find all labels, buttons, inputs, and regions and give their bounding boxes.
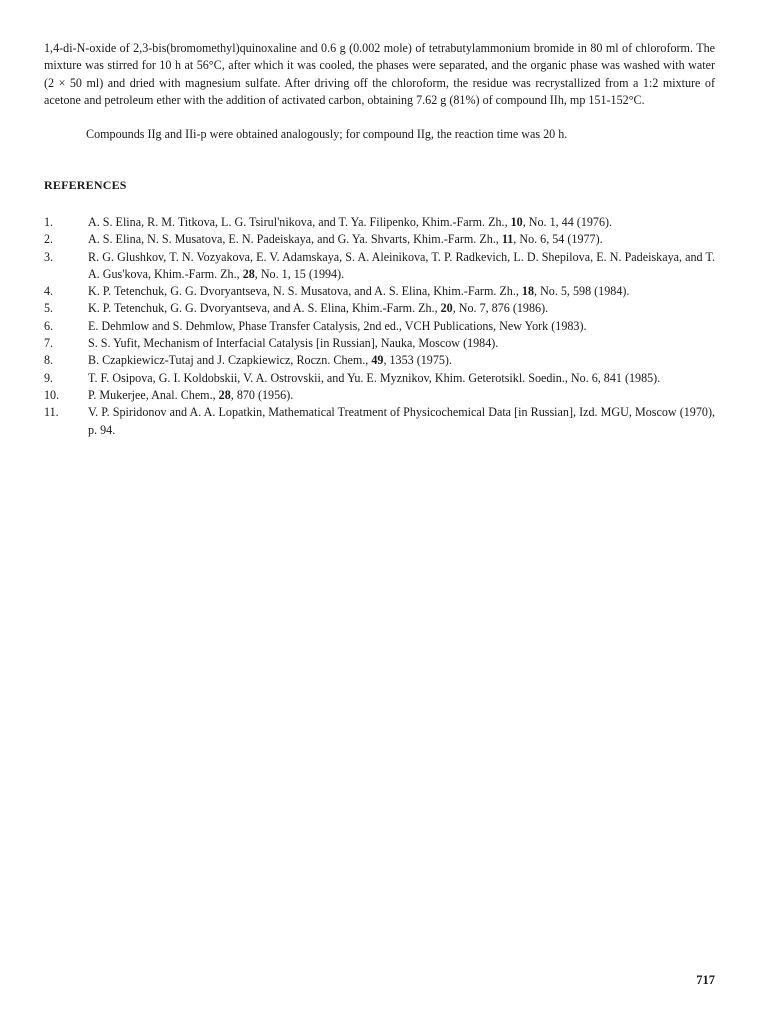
reference-volume: 20 <box>440 301 453 316</box>
references-heading: REFERENCES <box>44 178 127 192</box>
reference-item-4 <box>44 283 715 300</box>
reference-text: K. P. Tetenchuk, G. G. Dvoryantseva, N. S. Musatova, and A. S. Elina, Khim.-Farm. Zh., 18, No. 5, 598 (1984). <box>88 284 630 299</box>
reference-item-2 <box>44 231 715 248</box>
reference-item-3 <box>44 249 715 284</box>
reference-item-8 <box>44 352 715 369</box>
analogous-compounds-paragraph: Compounds IIg and IIi-p were obtained analogously; for compound IIg, the reaction time was 20 h. <box>86 127 568 141</box>
reference-number: 2. <box>44 232 54 247</box>
reference-number: 6. <box>44 318 54 333</box>
document-page <box>44 0 715 1019</box>
experimental-paragraph: 1,4-di-N-oxide of 2,3-bis(bromomethyl)quinoxaline and 0.6 g (0.002 mole) of tetrabutylammonium bromide in 80 ml of chloroform. The mixture was stirred for 10 h at 56°C, after which it was cooled, the phases were separated, and the organic phase was washed with water (2 × 50 ml) and dried with magnesium sulfate. After driving off the chloroform, the residue was recrystallized from a 1:2 mixture of acetone and petroleum ether with the addition of activated carbon, obtaining 7.62 g (81%) of compound IIh, mp 151-152°C. <box>44 41 715 107</box>
reference-item-10 <box>44 387 715 404</box>
reference-item-5 <box>44 300 715 317</box>
reference-text: S. S. Yufit, Mechanism of Interfacial Catalysis [in Russian], Nauka, Moscow (1984). <box>88 336 499 351</box>
reference-text: K. P. Tetenchuk, G. G. Dvoryantseva, and A. S. Elina, Khim.-Farm. Zh., 20, No. 7, 876 (1986). <box>88 301 549 316</box>
reference-number: 9. <box>44 370 54 385</box>
reference-text: A. S. Elina, N. S. Musatova, E. N. Padeiskaya, and G. Ya. Shvarts, Khim.-Farm. Zh., 11, No. 6, 54 (1977). <box>88 232 603 247</box>
reference-number: 1. <box>44 215 54 229</box>
reference-text: V. P. Spiridonov and A. A. Lopatkin, Mathematical Treatment of Physicochemical Data [in Russian], Izd. MGU, Moscow (1970), p. 94. <box>88 405 715 437</box>
reference-volume: 18 <box>521 284 535 299</box>
reference-text: B. Czapkiewicz-Tutaj and J. Czapkiewicz, Roczn. Chem., 49, 1353 (1975). <box>88 353 452 368</box>
references-list <box>44 214 715 439</box>
reference-item-11 <box>44 404 715 439</box>
reference-volume: 28 <box>242 266 255 281</box>
reference-volume: 28 <box>218 387 231 402</box>
reference-text: A. S. Elina, R. M. Titkova, L. G. Tsirul'nikova, and T. Ya. Filipenko, Khim.-Farm. Zh., 10, No. 1, 44 (1976). <box>88 215 613 229</box>
reference-item-1 <box>44 214 715 231</box>
reference-number: 7. <box>44 336 54 351</box>
reference-volume: 49 <box>371 353 384 368</box>
reference-text: T. F. Osipova, G. I. Koldobskii, V. A. Ostrovskii, and Yu. E. Myznikov, Khim. Geterotsikl. Soedin., No. 6, 841 (1985). <box>88 370 661 385</box>
reference-item-9 <box>44 370 715 387</box>
reference-text: R. G. Glushkov, T. N. Vozyakova, E. V. Adamskaya, S. A. Aleinikova, T. P. Radkevich, L. D. Shepilova, E. N. Padeiskaya, and T. A. Gus'kova, Khim.-Farm. Zh., 28, No. 1, 15 (1994). <box>88 249 715 281</box>
reference-item-6 <box>44 318 715 335</box>
reference-number: 8. <box>44 353 54 368</box>
reference-number: 5. <box>44 301 54 316</box>
reference-text: P. Mukerjee, Anal. Chem., 28, 870 (1956). <box>88 387 294 402</box>
reference-item-7 <box>44 335 715 352</box>
reference-number: 11. <box>44 405 59 420</box>
reference-number: 4. <box>44 284 54 299</box>
reference-text: E. Dehmlow and S. Dehmlow, Phase Transfer Catalysis, 2nd ed., VCH Publications, New York (1983). <box>88 318 587 333</box>
reference-volume: 10 <box>510 215 523 229</box>
reference-number: 3. <box>44 249 54 264</box>
page-number: 717 <box>696 973 715 987</box>
reference-number: 10. <box>44 387 60 402</box>
reference-volume: 11 <box>501 232 514 247</box>
